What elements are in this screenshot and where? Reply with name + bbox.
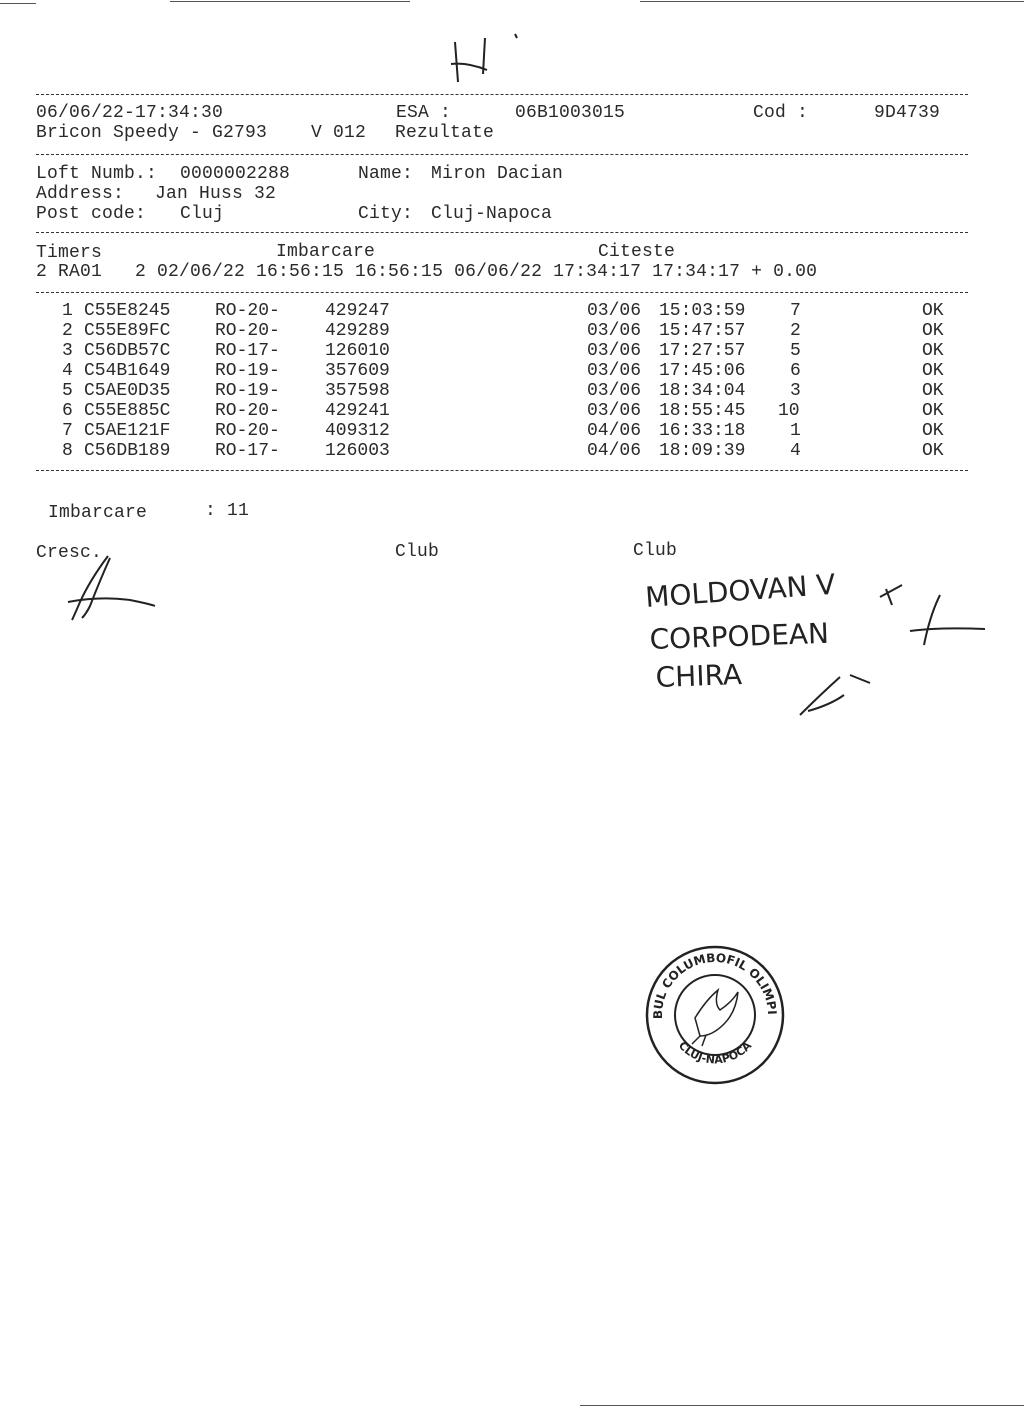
place: 3 (790, 381, 801, 401)
ring-number: 429247 (325, 301, 390, 321)
arrival-date: 03/06 (587, 401, 642, 421)
cod-label: Cod : (753, 103, 809, 123)
scan-edge-line (170, 1, 410, 2)
ring-series: RO-20- (215, 301, 280, 321)
status: OK (922, 401, 944, 421)
arrival-time: 18:34:04 (659, 381, 746, 401)
chip-id: C55E885C (84, 401, 171, 421)
row-number: 8 (62, 441, 73, 461)
row-number: 5 (62, 381, 73, 401)
status: OK (922, 421, 944, 441)
result-row (0, 321, 1024, 341)
loft-number: 0000002288 (180, 164, 291, 184)
chip-id: C55E8245 (84, 301, 171, 321)
handwritten-name-2: CORPODEAN (649, 616, 830, 656)
arrival-date: 04/06 (587, 421, 642, 441)
device-name: Bricon Speedy - G2793 (36, 123, 268, 143)
result-row (0, 401, 1024, 421)
owner-name: Miron Dacian (431, 164, 564, 184)
place: 4 (790, 441, 801, 461)
cod-value: 9D4739 (874, 103, 941, 123)
ring-number: 357609 (325, 361, 390, 381)
timers-label: Timers (36, 243, 103, 263)
place: 1 (790, 421, 801, 441)
dove-icon (695, 990, 738, 1036)
arrival-date: 03/06 (587, 381, 642, 401)
chip-id: C5AE0D35 (84, 381, 171, 401)
report-datetime: 06/06/22-17:34:30 (36, 103, 224, 123)
place: 7 (790, 301, 801, 321)
separator-line (36, 94, 968, 95)
result-row (0, 441, 1024, 461)
row-number: 7 (62, 421, 73, 441)
separator-line (36, 470, 968, 471)
arrival-time: 15:03:59 (659, 301, 746, 321)
handwritten-name-3: CHIRA (655, 658, 743, 694)
name-label: Name: (358, 164, 414, 184)
arrival-date: 03/06 (587, 361, 642, 381)
club-signature-label-2: Club (633, 541, 678, 561)
handwritten-names (640, 565, 1000, 745)
club-stamp (635, 929, 790, 1090)
ring-series: RO-19- (215, 381, 280, 401)
ring-series: RO-20- (215, 321, 280, 341)
imbarcare-total-label: Imbarcare (48, 503, 148, 523)
arrival-time: 18:09:39 (659, 441, 746, 461)
status: OK (922, 301, 944, 321)
separator-line (36, 292, 968, 293)
arrival-date: 03/06 (587, 301, 642, 321)
arrival-date: 04/06 (587, 441, 642, 461)
chip-id: C56DB189 (84, 441, 171, 461)
status: OK (922, 341, 944, 361)
esa-label: ESA : (396, 103, 452, 123)
status: OK (922, 381, 944, 401)
svg-text:CLUJ-NAPOCA (676, 1039, 755, 1067)
svg-text:CLUBUL COLUMBOFIL OLIMPIA 04 (635, 929, 779, 1019)
imbarcare-column-label: Imbarcare (276, 242, 376, 262)
place: 6 (790, 361, 801, 381)
device-version: V 012 (311, 123, 367, 143)
scan-edge-line (580, 1405, 1024, 1406)
arrival-date: 03/06 (587, 321, 642, 341)
stamp-text-top: CLUBUL COLUMBOFIL OLIMPIA 04 (635, 929, 780, 1020)
ring-number: 126010 (325, 341, 390, 361)
handwritten-name-1: MOLDOVAN V (644, 567, 837, 614)
status: OK (922, 361, 944, 381)
ring-series: RO-20- (215, 401, 280, 421)
ring-series: RO-17- (215, 341, 280, 361)
city-label: City: (358, 204, 414, 224)
result-row (0, 361, 1024, 381)
result-row (0, 301, 1024, 321)
place: 5 (790, 341, 801, 361)
club-signature-label: Club (395, 542, 440, 562)
scan-edge-line (640, 1, 1024, 2)
row-number: 3 (62, 341, 73, 361)
chip-id: C55E89FC (84, 321, 171, 341)
ring-series: RO-20- (215, 421, 280, 441)
postcode-value: Cluj (180, 204, 225, 224)
imbarcare-total-value: : 11 (205, 501, 250, 521)
city-value: Cluj-Napoca (431, 204, 553, 224)
stamp-text-bottom: CLUJ-NAPOCA (675, 1039, 755, 1067)
status: OK (922, 441, 944, 461)
row-number: 2 (62, 321, 73, 341)
address-label: Address: (36, 184, 125, 204)
result-row (0, 421, 1024, 441)
separator-line (36, 154, 968, 155)
breeder-signature-label: Cresc. (36, 543, 103, 563)
arrival-time: 16:33:18 (659, 421, 746, 441)
result-row (0, 381, 1024, 401)
loft-number-label: Loft Numb.: (36, 164, 158, 184)
scan-edge-line (0, 3, 36, 4)
chip-id: C5AE121F (84, 421, 171, 441)
separator-line (36, 232, 968, 233)
arrival-time: 15:47:57 (659, 321, 746, 341)
timer-line: 2 RA01 2 02/06/22 16:56:15 16:56:15 06/06/22 17:34:17 17:34:17 + 0.00 (36, 262, 818, 282)
row-number: 1 (62, 301, 73, 321)
arrival-date: 03/06 (587, 341, 642, 361)
esa-value: 06B1003015 (515, 103, 626, 123)
postcode-label: Post code: (36, 204, 147, 224)
place: 2 (790, 321, 801, 341)
arrival-time: 18:55:45 (659, 401, 746, 421)
ring-series: RO-17- (215, 441, 280, 461)
breeder-signature (60, 550, 190, 630)
result-row (0, 341, 1024, 361)
ring-number: 357598 (325, 381, 390, 401)
place: 10 (778, 401, 800, 421)
report-title: Rezultate (395, 123, 495, 143)
row-number: 6 (62, 401, 73, 421)
ring-series: RO-19- (215, 361, 280, 381)
ring-number: 429241 (325, 401, 390, 421)
ring-number: 429289 (325, 321, 390, 341)
arrival-time: 17:27:57 (659, 341, 746, 361)
status: OK (922, 321, 944, 341)
citeste-column-label: Citeste (598, 242, 676, 262)
address-value: Jan Huss 32 (155, 184, 277, 204)
chip-id: C54B1649 (84, 361, 171, 381)
handwritten-h-mark (445, 30, 525, 90)
row-number: 4 (62, 361, 73, 381)
chip-id: C56DB57C (84, 341, 171, 361)
ring-number: 126003 (325, 441, 390, 461)
arrival-time: 17:45:06 (659, 361, 746, 381)
ring-number: 409312 (325, 421, 390, 441)
